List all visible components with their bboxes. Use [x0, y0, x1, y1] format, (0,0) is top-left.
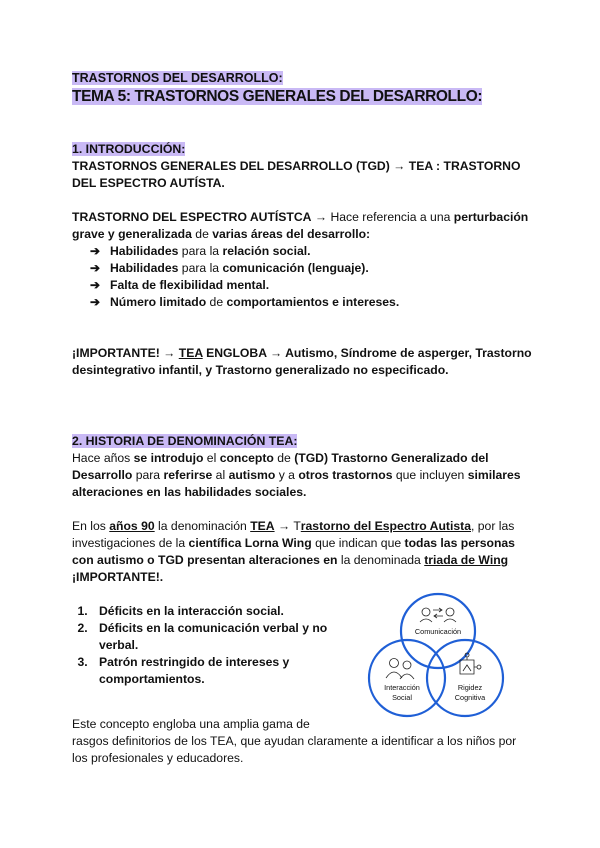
communication-label: Comunicación — [414, 627, 462, 636]
cognitive-rigidity-icon — [460, 653, 481, 674]
intro-heading: 1. INTRODUCCIÓN: — [72, 142, 186, 156]
arrow-icon: ➔ — [90, 278, 101, 292]
history-paragraph-1: Hace años se introdujo el concepto de (TGD) Trastorno Generalizado del Desarrollo para referirse al autismo y a otros trastornos que incluyen similares alteraciones en las habilidades sociales. — [72, 451, 521, 499]
important-note: ¡IMPORTANTE! → TEA ENGLOBA → Autismo, Síndrome de asperger, Trastorno desintegrativo infantil, y Trastorno generalizado no especificado. — [72, 346, 532, 377]
list-item: ➔ Número limitado de comportamientos e intereses. — [90, 295, 400, 309]
history-paragraph-3: Este concepto engloba una amplia gama de rasgos definitorios de los TEA, que ayudan claramente a identificar a los niños por los profesionales y educadores. — [72, 717, 517, 765]
social-interaction-label-2: Social — [392, 693, 412, 702]
arrow-icon: ➔ — [90, 244, 101, 258]
list-item: 2. Déficits en la comunicación verbal y no verbal. — [91, 620, 353, 654]
history-paragraph-2: En los años 90 la denominación TEA → Trastorno del Espectro Autista, por las investigaciones de la científica Lorna Wing que indican que todas las personas con autismo o TGD presentan alteraciones en la denominada triada de Wing ¡IMPORTANTE!. — [72, 519, 515, 584]
list-item: ➔ Falta de flexibilidad mental. — [90, 278, 270, 292]
subject-title: TRASTORNOS DEL DESARROLLO: — [72, 71, 283, 85]
tea-definition: TRASTORNO DEL ESPECTRO AUTÍSTCA → Hace referencia a una perturbación grave y generalizada de varias áreas del desarrollo: — [72, 210, 529, 241]
arrow-icon: ➔ — [90, 295, 101, 309]
list-item: 1. Déficits en la interacción social. — [91, 603, 353, 620]
arrow-icon: ➔ — [90, 261, 101, 275]
social-interaction-icon — [386, 659, 414, 680]
areas-list — [72, 243, 532, 311]
cognitive-rigidity-label-1: Rigidez — [457, 683, 483, 692]
wing-triad-list — [72, 603, 353, 688]
list-item: 3. Patrón restringido de intereses y comportamientos. — [91, 654, 353, 688]
communication-icon — [420, 608, 456, 622]
list-item: ➔ Habilidades para la comunicación (lenguaje). — [90, 261, 369, 275]
wing-triad-diagram — [362, 590, 514, 720]
lesson-title: TEMA 5: TRASTORNOS GENERALES DEL DESARROLLO: — [72, 88, 483, 105]
intro-line: TRASTORNOS GENERALES DEL DESARROLLO (TGD) → TEA : TRASTORNO DEL ESPECTRO AUTÍSTA. — [72, 159, 521, 190]
cognitive-rigidity-label-2: Cognitiva — [454, 693, 486, 702]
social-interaction-label-1: Interacción — [384, 683, 420, 692]
history-heading: 2. HISTORIA DE DENOMINACIÓN TEA: — [72, 434, 298, 448]
list-item: ➔ Habilidades para la relación social. — [90, 244, 311, 258]
cognitive-rigidity-circle — [427, 640, 503, 716]
